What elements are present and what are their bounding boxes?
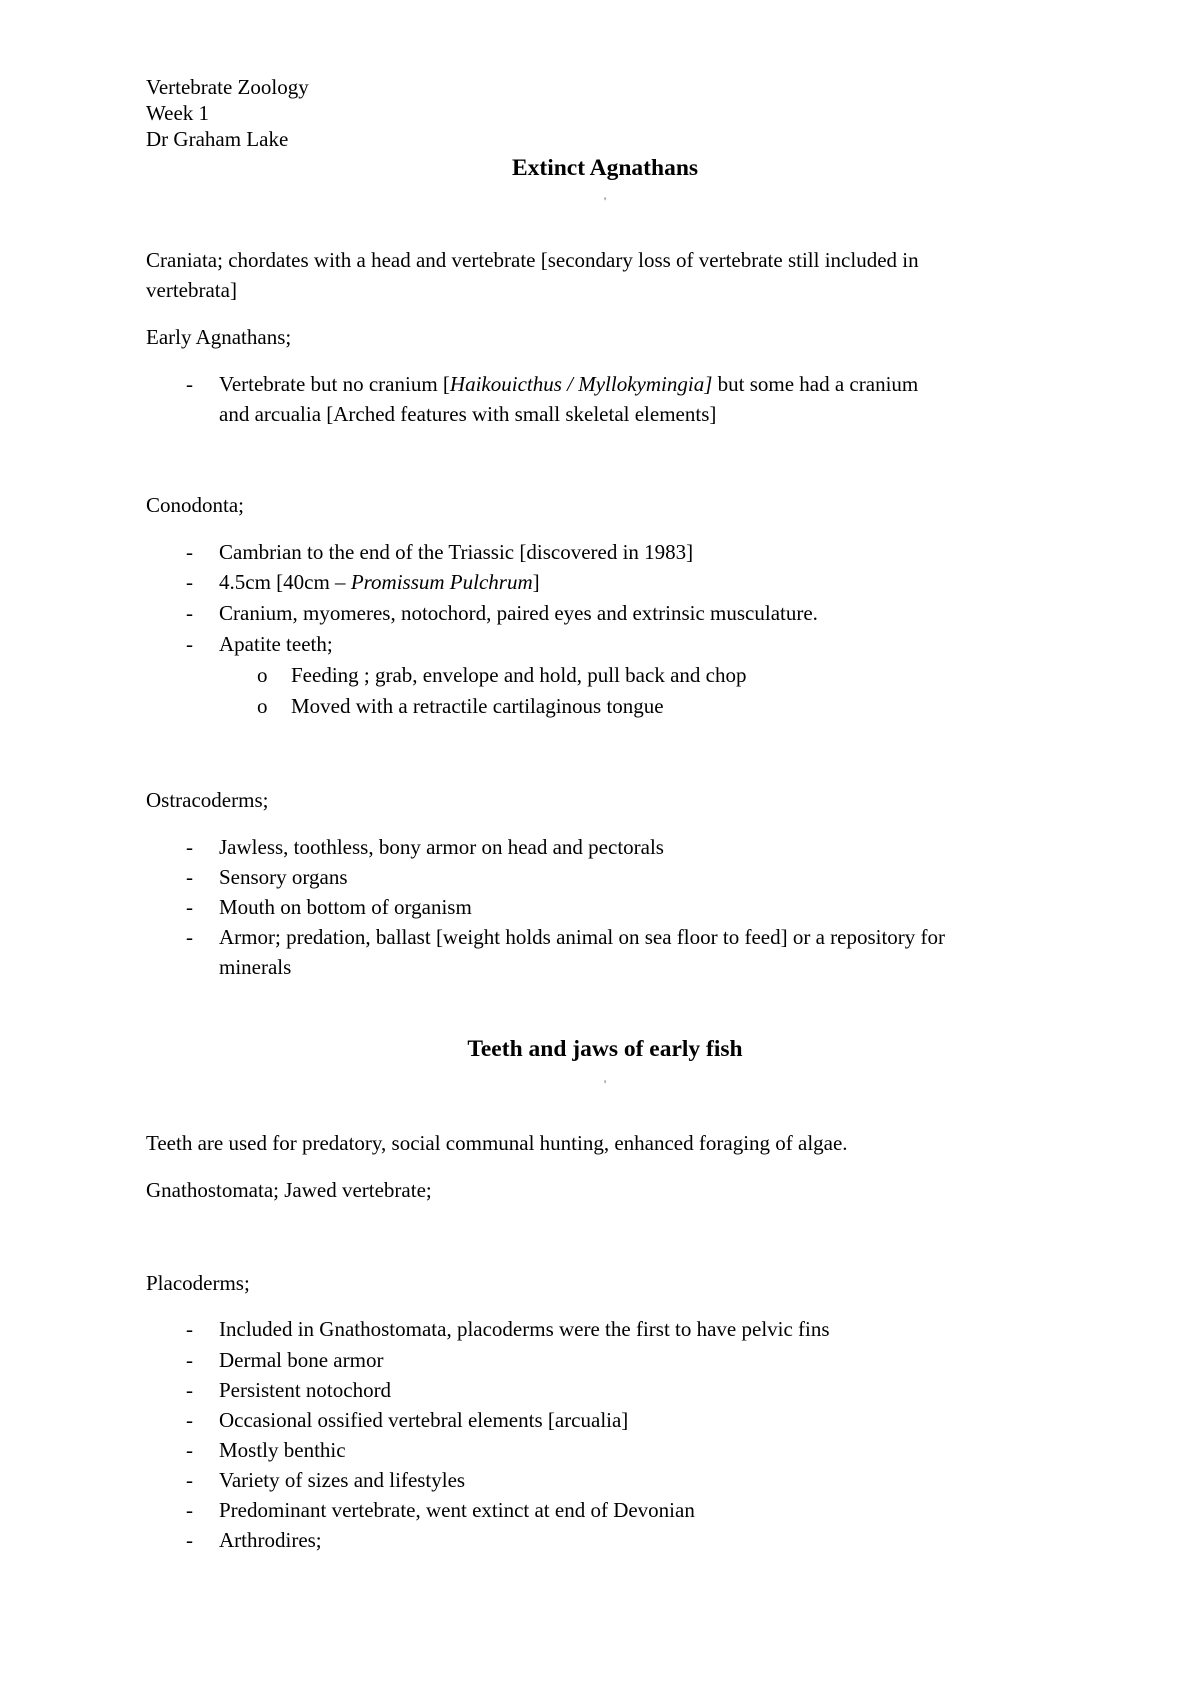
lecturer-name: Dr Graham Lake xyxy=(146,127,289,151)
early-agnathans-heading: Early Agnathans; xyxy=(146,325,292,349)
placoderms-item-4: Occasional ossified vertebral elements [arcualia] xyxy=(219,1408,629,1432)
conodonta-subitem-1: Feeding ; grab, envelope and hold, pull back and chop xyxy=(291,663,747,687)
bullet-dash: - xyxy=(186,632,193,656)
bullet-dash: - xyxy=(186,1468,193,1492)
bullet-dash: - xyxy=(186,925,193,949)
placoderms-item-7: Predominant vertebrate, went extinct at end of Devonian xyxy=(219,1498,695,1522)
bullet-dash: - xyxy=(186,540,193,564)
bullet-dash: - xyxy=(186,865,193,889)
bullet-circle: o xyxy=(257,694,268,718)
bullet-dash: - xyxy=(186,570,193,594)
bullet-circle: o xyxy=(257,663,268,687)
craniata-line-1: Craniata; chordates with a head and vertebrate [secondary loss of vertebrate still included in xyxy=(146,248,919,272)
title-tick-mark: ' xyxy=(604,194,607,208)
bullet-dash: - xyxy=(186,372,193,396)
conodonta-subitem-2: Moved with a retractile cartilaginous tongue xyxy=(291,694,664,718)
conodonta-heading: Conodonta; xyxy=(146,493,244,517)
bullet-dash: - xyxy=(186,1438,193,1462)
bullet-dash: - xyxy=(186,601,193,625)
bullet-dash: - xyxy=(186,895,193,919)
ostracoderms-item-4-cont: minerals xyxy=(219,955,292,979)
placoderms-item-1: Included in Gnathostomata, placoderms were the first to have pelvic fins xyxy=(219,1317,830,1341)
conodonta-item-4: Apatite teeth; xyxy=(219,632,333,656)
bullet-dash: - xyxy=(186,1498,193,1522)
ostracoderms-heading: Ostracoderms; xyxy=(146,788,269,812)
placoderms-heading: Placoderms; xyxy=(146,1271,250,1295)
placoderms-item-3: Persistent notochord xyxy=(219,1378,392,1402)
bullet-dash: - xyxy=(186,835,193,859)
bullet-dash: - xyxy=(186,1348,193,1372)
conodonta-item-3: Cranium, myomeres, notochord, paired eyes and extrinsic musculature. xyxy=(219,601,818,625)
bullet-dash: - xyxy=(186,1528,193,1552)
conodonta-item-1: Cambrian to the end of the Triassic [discovered in 1983] xyxy=(219,540,694,564)
title-tick-mark: ' xyxy=(604,1077,607,1091)
bullet-dash: - xyxy=(186,1317,193,1341)
placoderms-item-5: Mostly benthic xyxy=(219,1438,346,1462)
ostracoderms-item-3: Mouth on bottom of organism xyxy=(219,895,472,919)
craniata-line-2: vertebrata] xyxy=(146,278,237,302)
ostracoderms-item-1: Jawless, toothless, bony armor on head and pectorals xyxy=(219,835,664,859)
section-title-extinct-agnathans: Extinct Agnathans xyxy=(511,155,699,181)
ostracoderms-item-2: Sensory organs xyxy=(219,865,348,889)
course-name: Vertebrate Zoology xyxy=(146,75,309,99)
placoderms-item-6: Variety of sizes and lifestyles xyxy=(219,1468,466,1492)
gnathostomata-line: Gnathostomata; Jawed vertebrate; xyxy=(146,1178,432,1202)
early-item-1: Vertebrate but no cranium [Haikouicthus / Myllokymingia] but some had a cranium xyxy=(219,372,919,396)
bullet-dash: - xyxy=(186,1378,193,1402)
early-item-1-cont: and arcualia [Arched features with small skeletal elements] xyxy=(219,402,717,426)
placoderms-item-8: Arthrodires; xyxy=(219,1528,322,1552)
section-title-teeth-and-jaws: Teeth and jaws of early fish xyxy=(467,1036,743,1062)
ostracoderms-item-4: Armor; predation, ballast [weight holds animal on sea floor to feed] or a repository for xyxy=(219,925,946,949)
teeth-usage-line: Teeth are used for predatory, social communal hunting, enhanced foraging of algae. xyxy=(146,1131,848,1155)
placoderms-item-2: Dermal bone armor xyxy=(219,1348,384,1372)
week-label: Week 1 xyxy=(146,101,210,125)
conodonta-item-2: 4.5cm [40cm – Promissum Pulchrum] xyxy=(219,570,540,594)
bullet-dash: - xyxy=(186,1408,193,1432)
